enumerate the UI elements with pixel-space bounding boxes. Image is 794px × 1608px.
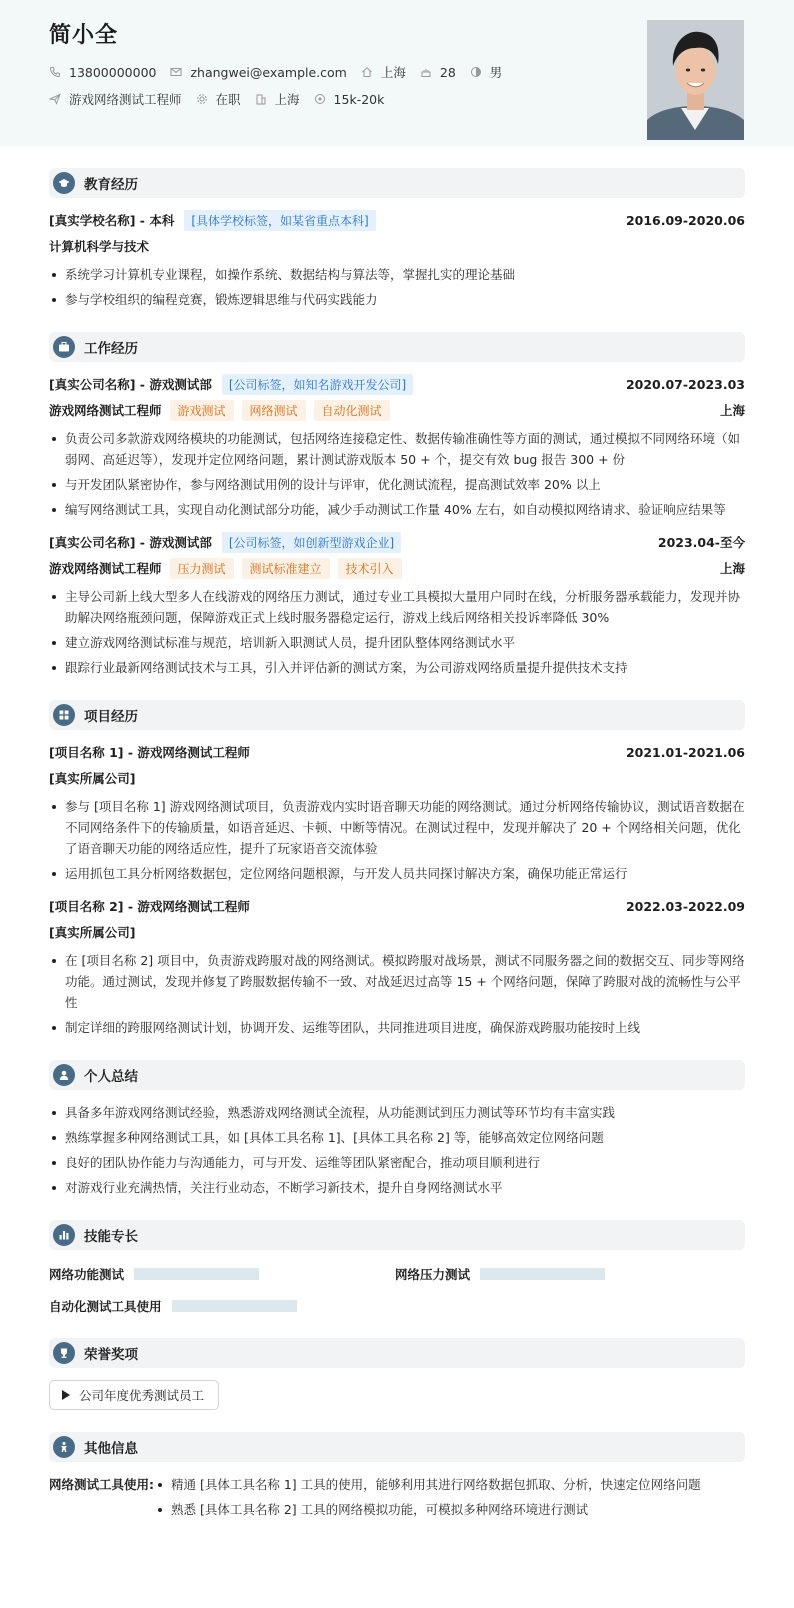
skill-tag: 压力测试 [170, 558, 234, 579]
job-bullets [49, 428, 745, 520]
list-item: 熟悉 [具体工具名称 2] 工具的网络模拟功能，可模拟多种网络环境进行测试 [155, 1499, 701, 1520]
project-bullets [49, 796, 745, 884]
work-section-header [49, 332, 745, 362]
triangle-right-icon [62, 1390, 70, 1400]
phone-info [49, 65, 156, 80]
salary-info [314, 92, 385, 107]
profile-photo [647, 20, 744, 140]
skill-tag: 自动化测试 [314, 400, 390, 421]
list-item: 良好的团队协作能力与沟通能力，可与开发、运维等团队紧密配合，推动项目顺利进行 [49, 1152, 745, 1173]
skill-tag: 测试标准建立 [242, 558, 330, 579]
candidate-name: 简小全 [49, 23, 119, 48]
job-bullets [49, 586, 745, 678]
status-info [196, 90, 241, 108]
job-role-row [49, 400, 745, 420]
skill-tag: 游戏测试 [170, 400, 234, 421]
list-item: 在 [项目名称 2] 项目中，负责游戏跨服对战的网络测试。模拟跨服对战场景，测试不同服务器之间的数据交互、同步等网络功能。通过测试，发现并修复了跨服数据传输不一致、对战延迟过高等 15 + 个网络问题，保障了跨服对战的流畅性与公平性 [49, 950, 745, 1013]
skill-item [395, 1264, 725, 1284]
job-title-text: 游戏网络测试工程师 [69, 92, 182, 107]
list-item: 参与学校组织的编程竞赛，锻炼逻辑思维与代码实践能力 [49, 289, 745, 310]
age-info [420, 65, 456, 80]
major-row [49, 236, 745, 256]
summary-section-title: 个人总结 [84, 1069, 138, 1085]
job-role: 游戏网络测试工程师 [49, 403, 162, 418]
skill-item [49, 1296, 395, 1316]
school-name: [真实学校名称] - 本科 [49, 213, 175, 228]
major-name: 计算机科学与技术 [49, 239, 150, 254]
location-text: 上海 [380, 65, 406, 80]
list-item: 编写网络测试工具，实现自动化测试部分功能，减少手动测试工作量 40% 左右，如自动模拟网络请求、验证响应结果等 [49, 499, 745, 520]
grid-icon [53, 704, 75, 726]
job-title-info [49, 90, 182, 108]
skill-name: 网络功能测试 [49, 1267, 125, 1282]
list-item: 具备多年游戏网络测试经验，熟悉游戏网络测试全流程，从功能测试到压力测试等环节均有丰富实践 [49, 1102, 745, 1123]
award-item[interactable] [49, 1380, 219, 1410]
email-info [170, 65, 346, 80]
project-name: [项目名称 2] - 游戏网络测试工程师 [49, 899, 250, 914]
skill-level-fill [134, 1268, 259, 1280]
send-icon [49, 93, 61, 105]
city-text: 上海 [274, 92, 300, 107]
resume-body [0, 168, 794, 1524]
job-date: 2023.04-至今 [657, 535, 745, 550]
summary-section-header [49, 1060, 745, 1090]
person-icon [53, 1436, 75, 1458]
company-name: [真实公司名称] - 游戏测试部 [49, 377, 212, 392]
cake-icon [420, 66, 432, 78]
skill-item [49, 1264, 395, 1284]
bar-chart-icon [53, 1224, 75, 1246]
summary-bullets [49, 1102, 745, 1198]
location-info [361, 63, 406, 81]
list-item: 精通 [具体工具名称 1] 工具的使用，能够利用其进行网络数据包抓取、分析，快速定位网络问题 [155, 1474, 701, 1495]
gender-icon [470, 66, 482, 78]
honors-section-title: 荣誉奖项 [84, 1347, 138, 1363]
skills-section-header [49, 1220, 745, 1250]
skill-level-bar [480, 1268, 605, 1280]
home-icon [361, 66, 373, 78]
school-tag: [具体学校标签，如某省重点本科] [184, 210, 375, 231]
education-section-title: 教育经历 [84, 177, 138, 193]
education-section-header [49, 168, 745, 198]
job-role: 游戏网络测试工程师 [49, 561, 162, 576]
gear-icon [196, 93, 208, 105]
education-date: 2016.09-2020.06 [625, 212, 745, 228]
status-text: 在职 [215, 92, 241, 107]
job-entry-1 [49, 374, 745, 394]
job-role-row [49, 558, 745, 578]
gender-info [470, 63, 503, 81]
company-tag: [公司标签，如创新型游戏企业] [222, 532, 401, 553]
phone-text: 13800000000 [69, 64, 157, 80]
skill-level-fill [480, 1268, 605, 1280]
other-bullets [155, 1474, 701, 1524]
list-item: 跟踪行业最新网络测试技术与工具，引入并评估新的测试方案，为公司游戏网络质量提升提供技术支持 [49, 657, 745, 678]
list-item: 与开发团队紧密协作，参与网络测试用例的设计与评审，优化测试流程，提高测试效率 20% 以上 [49, 474, 745, 495]
project-company-row [49, 922, 745, 942]
skills-section-title: 技能专长 [84, 1229, 138, 1245]
list-item: 制定详细的跨服网络测试计划，协调开发、运维等团队，共同推进项目进度，确保游戏跨服功能按时上线 [49, 1017, 745, 1038]
other-section-title: 其他信息 [84, 1441, 138, 1457]
email-text: zhangwei@example.com [190, 64, 347, 80]
education-entry [49, 210, 745, 230]
portrait-image [647, 20, 744, 140]
other-section-header [49, 1432, 745, 1462]
skill-level-fill [172, 1300, 297, 1312]
building-icon [255, 93, 267, 105]
project-bullets [49, 950, 745, 1038]
age-text: 28 [439, 64, 456, 80]
skill-tag: 网络测试 [242, 400, 306, 421]
job-city: 上海 [719, 561, 745, 576]
project-company: [真实所属公司] [49, 771, 136, 786]
graduation-cap-icon [53, 172, 75, 194]
skill-level-bar [134, 1268, 259, 1280]
list-item: 负责公司多款游戏网络模块的功能测试，包括网络连接稳定性、数据传输准确性等方面的测试，通过模拟不同网络环境（如弱网、高延迟等），发现并定位网络问题，累计测试游戏版本 50 + 个，提交有效 bug 报告 300 + 份 [49, 428, 745, 470]
skill-tag: 技术引入 [338, 558, 402, 579]
list-item: 系统学习计算机专业课程，如操作系统、数据结构与算法等，掌握扎实的理论基础 [49, 264, 745, 285]
gender-text: 男 [489, 65, 503, 80]
project-date: 2021.01-2021.06 [625, 744, 745, 760]
trophy-icon [53, 1342, 75, 1364]
skill-name: 自动化测试工具使用 [49, 1299, 162, 1314]
project-entry-2 [49, 896, 745, 916]
list-item: 主导公司新上线大型多人在线游戏的网络压力测试，通过专业工具模拟大量用户同时在线，分析服务器承载能力，发现并协助解决网络瓶颈问题，保障游戏正式上线时服务器稳定运行，游戏上线后网络相关投诉率降低 30% [49, 586, 745, 628]
list-item: 熟练掌握多种网络测试工具，如 [具体工具名称 1]、[具体工具名称 2] 等，能够高效定位网络问题 [49, 1127, 745, 1148]
briefcase-icon [53, 336, 75, 358]
honors-section-header [49, 1338, 745, 1368]
projects-section-header [49, 700, 745, 730]
list-item: 对游戏行业充满热情，关注行业动态，不断学习新技术，提升自身网络测试水平 [49, 1177, 745, 1198]
projects-section-title: 项目经历 [84, 709, 138, 725]
job-city: 上海 [719, 403, 745, 418]
skills-grid [49, 1264, 745, 1316]
city-info [255, 90, 300, 108]
other-info [49, 1474, 745, 1524]
project-company: [真实所属公司] [49, 925, 136, 940]
work-section-title: 工作经历 [84, 341, 138, 357]
list-item: 参与 [项目名称 1] 游戏网络测试项目，负责游戏内实时语音聊天功能的网络测试。通过分析网络传输协议，测试语音数据在不同网络条件下的传输质量，如语音延迟、卡顿、中断等情况。在测试过程中，发现并解决了 20 + 个网络相关问题，优化了语音聊天功能的网络适应性，提升了玩家语音交流体验 [49, 796, 745, 859]
list-item: 运用抓包工具分析网络数据包，定位网络问题根源，与开发人员共同探讨解决方案，确保功能正常运行 [49, 863, 745, 884]
education-bullets [49, 264, 745, 310]
salary-text: 15k-20k [333, 91, 385, 107]
mail-icon [170, 66, 182, 78]
project-date: 2022.03-2022.09 [625, 898, 745, 914]
coin-icon [314, 93, 326, 105]
skill-level-bar [172, 1300, 297, 1312]
other-label: 网络测试工具使用: [49, 1477, 154, 1492]
project-company-row [49, 768, 745, 788]
list-item: 建立游戏网络测试标准与规范，培训新入职测试人员，提升团队整体网络测试水平 [49, 632, 745, 653]
skill-name: 网络压力测试 [395, 1267, 471, 1282]
job-date: 2020.07-2023.03 [625, 376, 745, 392]
project-name: [项目名称 1] - 游戏网络测试工程师 [49, 745, 250, 760]
phone-icon [49, 66, 61, 78]
company-tag: [公司标签，如知名游戏开发公司] [222, 374, 413, 395]
project-entry-1 [49, 742, 745, 762]
resume-header [0, 0, 794, 146]
user-icon [53, 1064, 75, 1086]
job-entry-2 [49, 532, 745, 552]
company-name: [真实公司名称] - 游戏测试部 [49, 535, 212, 550]
award-label: 公司年度优秀测试员工 [79, 1388, 205, 1403]
